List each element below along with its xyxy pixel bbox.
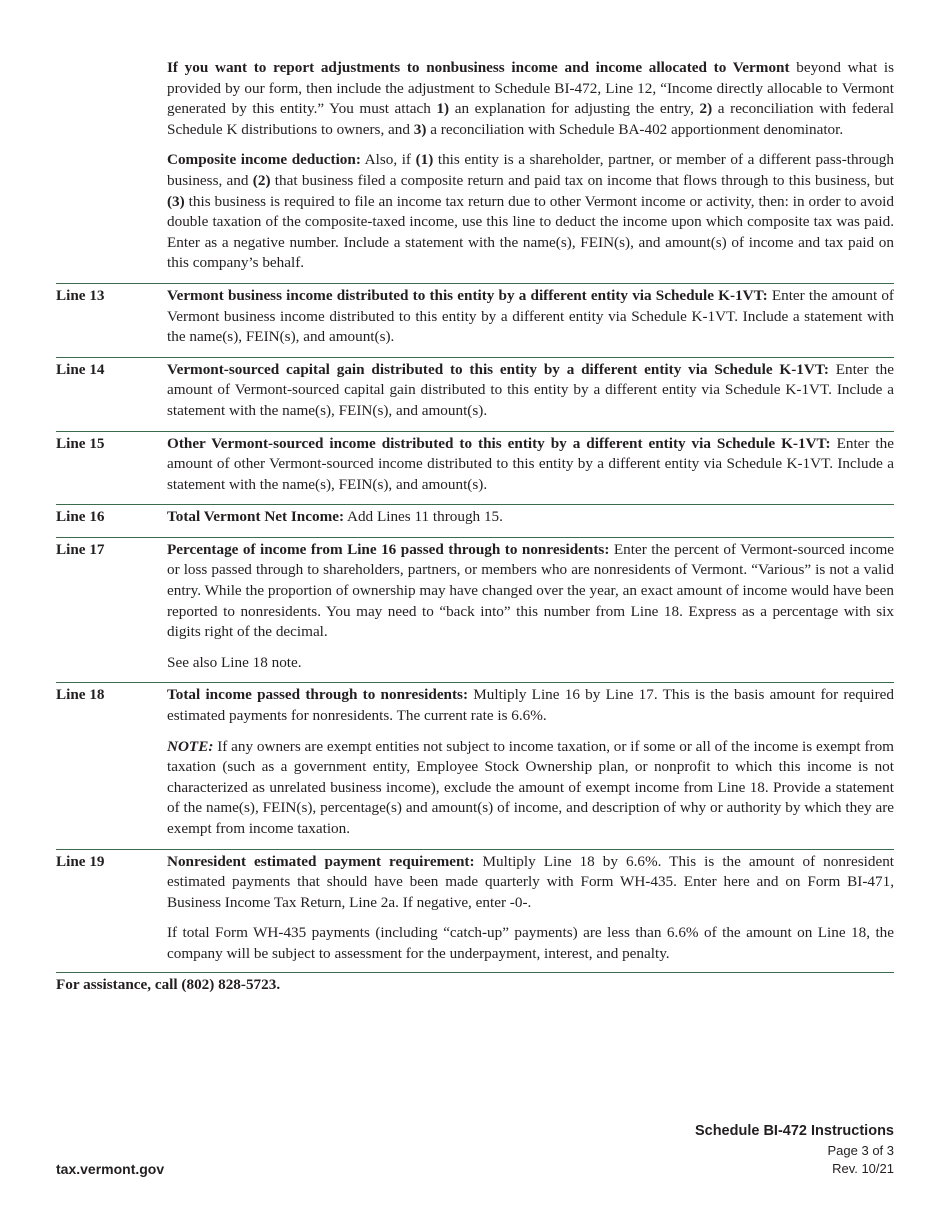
line-note: If total Form WH-435 payments (including “catch-up” payments) are less than 6.6% of the amount on Line 18, the company will be subject to assessment for the underpayment, interest, and penalty. [167, 924, 894, 962]
line-title: Vermont-sourced capital gain distributed to this entity by a different entity via Schedule K-1VT: [167, 360, 829, 378]
line-16-section: Line 16 Total Vermont Net Income: Add Lines 11 through 15. [56, 505, 894, 537]
line-title: Nonresident estimated payment requirement: [167, 852, 475, 870]
line-17-section: Line 17 Percentage of income from Line 16 passed through to nonresidents: Enter the percent of Vermont-sourced income or loss passed through to shareholders, partners, or members who are nonresidents of Vermont. “Various” is not a valid entry. While the proportion of ownership may have changed over the year, an exact amount of income would have been reported to nonresidents. You may need to “back into” this number from Line 18. Express as a percentage with six digits right of the decimal. See also Line 18 note. [56, 538, 894, 683]
adjustments-heading: If you want to report adjustments to nonbusiness income and income allocated to Vermont [167, 59, 790, 76]
line-note: NOTE: If any owners are exempt entities not subject to income taxation, or if some or all of the income is exempt from taxation (such as a government entity, Employee Stock Ownership plan, or nonprofit to which this income is not characterized as unrelated business income), exclude the amount of exempt income from Line 18. Provide a statement of the name(s), FEIN(s), percentage(s) and amount(s) of income, and description of why or authority by which they are exempt from income taxation. [167, 737, 894, 837]
line-label: Line 13 [56, 286, 105, 304]
line-label: Line 16 [56, 508, 105, 526]
line-label: Line 17 [56, 540, 105, 558]
line-label: Line 18 [56, 686, 105, 704]
revision-date: Rev. 10/21 [832, 1161, 894, 1176]
assistance-phone: For assistance, call (802) 828-5723. [56, 975, 281, 993]
composite-heading: Composite income deduction: [167, 151, 361, 169]
line-title: Vermont business income distributed to this entity by a different entity via Schedule K-1VT: [167, 286, 768, 304]
line-18-section: Line 18 Total income passed through to nonresidents: Multiply Line 16 by Line 17. This is the basis amount for required estimated payments for nonresidents. The current rate is 6.6%. NOTE: If any owners are exempt entities not subject to income taxation, or if some or all of the income is exempt from taxation (such as a government entity, Employee Stock Ownership plan, or nonprofit to which this income is not characterized as unrelated business income), exclude the amount of exempt income from Line 18. Provide a statement of the name(s), FEIN(s), percentage(s) and amount(s) of income, and description of why or authority by which they are exempt from income taxation. [56, 683, 894, 848]
line-title: Percentage of income from Line 16 passed through to nonresidents: [167, 540, 610, 558]
page-number: Page 3 of 3 [827, 1143, 894, 1158]
line-14-section: Line 14 Vermont-sourced capital gain distributed to this entity by a different entity via Schedule K-1VT: Enter the amount of Vermont-sourced capital gain distributed to this entity by a different entity via Schedule K-1VT. Include a statement with the name(s), FEIN(s), and amount(s). [56, 358, 894, 431]
line-label: Line 15 [56, 434, 105, 452]
line-title: Other Vermont-sourced income distributed to this entity by a different entity via Schedule K-1VT: [167, 434, 831, 452]
line-13-section: Line 13 Vermont business income distributed to this entity by a different entity via Schedule K-1VT: Enter the amount of Vermont business income distributed to this entity by a different entity via Schedule K-1VT. Include a statement with the name(s), FEIN(s), and amount(s). [56, 284, 894, 357]
adjustments-paragraph: If you want to report adjustments to nonbusiness income and income allocated to Vermont beyond what is provided by our form, then include the adjustment to Schedule BI-472, Line 12, “Income directly allocable to Vermont generated by this entity.” You must attach 1) an explanation for adjusting the entry, 2) a reconciliation with federal Schedule K distributions to owners, and 3) a reconciliation with Schedule BA-402 apportionment denominator. [167, 59, 895, 138]
line-note: See also Line 18 note. [167, 653, 302, 671]
line-label: Line 14 [56, 360, 105, 378]
schedule-title: Schedule BI-472 Instructions [694, 1123, 894, 1139]
line-title: Total income passed through to nonresidents: [167, 686, 469, 704]
line-label: Line 19 [56, 852, 105, 870]
line-15-section: Line 15 Other Vermont-sourced income distributed to this entity by a different entity via Schedule K-1VT: Enter the amount of other Vermont-sourced income distributed to this entity by a different entity via Schedule K-1VT. Include a statement with the name(s), FEIN(s), and amount(s). [56, 432, 894, 505]
website-link[interactable]: tax.vermont.gov [56, 1161, 165, 1177]
composite-income-paragraph: Composite income deduction: Also, if (1) this entity is a shareholder, partner, or member of a different pass-through business, and (2) that business filed a composite return and paid tax on income that flows through to this business, but (3) this business is required to file an income tax return due to other Vermont income or activity, then: in order to avoid double taxation of the composite-taxed income, use this line to deduct the income upon which composite tax was paid. Enter as a negative number. Include a statement with the name(s), FEIN(s), and amount(s) of income and tax paid on this company’s behalf. [167, 151, 895, 272]
line-title: Total Vermont Net Income: [167, 508, 345, 526]
line-19-section: Line 19 Nonresident estimated payment requirement: Multiply Line 18 by 6.6%. This is the amount of nonresident estimated payments that should have been made quarterly with Form WH-435. Enter here and on Form BI-471, Business Income Tax Return, Line 2a. If negative, enter -0-. If total Form WH-435 payments (including “catch-up” payments) are less than 6.6% of the amount on Line 18, the company will be subject to assessment for the underpayment, interest, and penalty. [56, 850, 894, 972]
instructions-content [56, 58, 894, 995]
